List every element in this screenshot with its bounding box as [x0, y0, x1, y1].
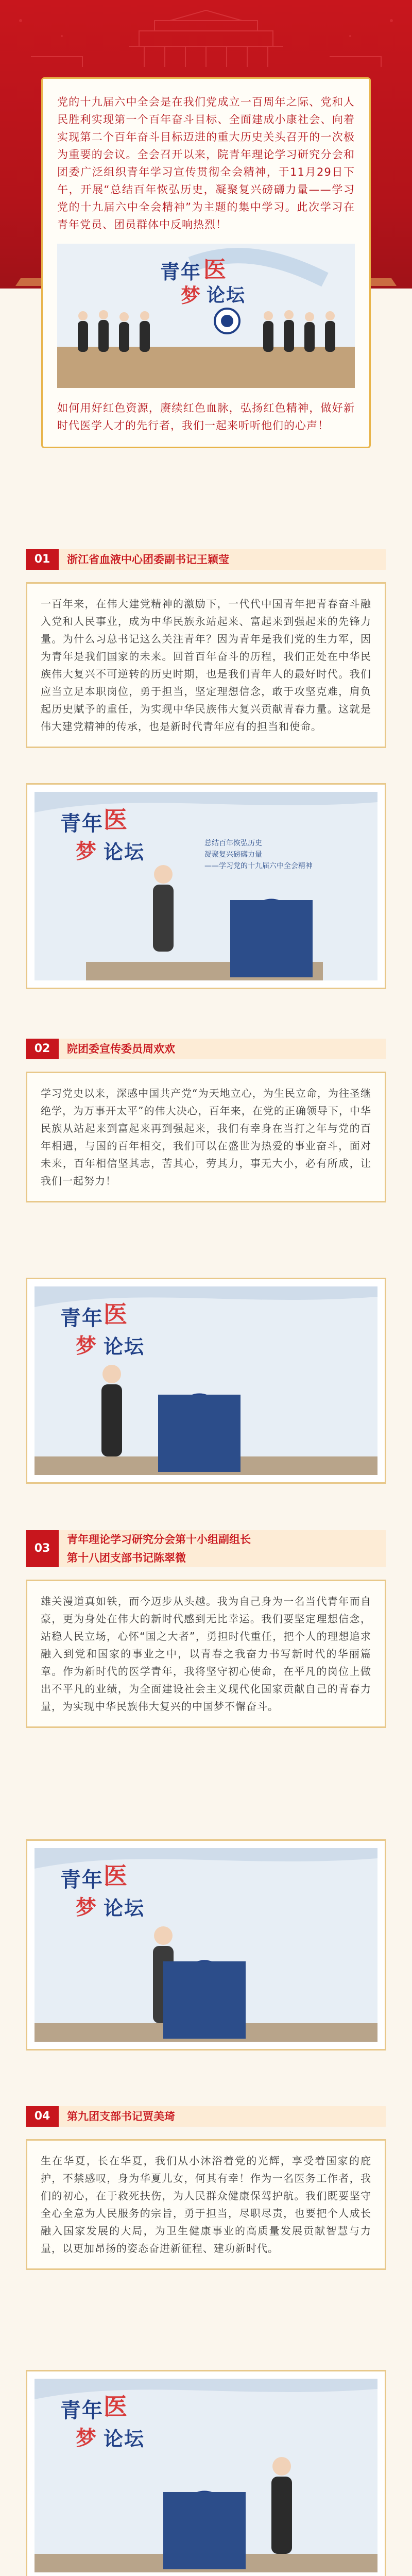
banner-title-youth: 青年 [60, 811, 104, 836]
section-speaker: 青年理论学习研究分会第十小组副组长 第十八团支部书记陈翠微 [67, 1533, 251, 1564]
section-number: 03 [26, 1530, 59, 1567]
speaker-photo [35, 2379, 377, 2572]
section-text-card [26, 1580, 386, 1728]
section-text: 雄关漫道真如铁，而今迈步从头越。我为自己身为一名当代青年而自豪，更为身处在伟大的新时代感到无比幸运。我们要坚定理想信念，站稳人民立场，心怀“国之大者”，勇担时代重任，把个人的理想追求融入到党和国家的事业之中，以青春之我奋力书写新时代的华丽篇章。作为新时代的医学青年，我将坚守初心使命，在平凡的岗位上做出不平凡的业绩，为全面建设社会主义现代化国家贡献自己的青春力量，为实现中华民族伟大复兴的中国梦不懈奋斗。 [41, 1595, 371, 1713]
banner-title-forum: 论坛 [104, 1896, 145, 1920]
section-header-04 [26, 2106, 386, 2127]
banner-subtitle: 凝聚复兴磅礴力量 [204, 851, 262, 859]
section-text: 学习党史以来，深感中国共产党“为天地立心，为生民立命，为往圣继绝学，为万事开太平”的伟大决心，百年来，在党的正确领导下，中华民族从站起来到富起来再到强起来，我们有幸身在当打之年与党的百年相遇，与国的百年相交，我们可以在盛世为热爱的事业奋斗，面对未来，百年相信坚其志，苦其心，劳其力，事无大小，必有所成，让我们一起努力！ [41, 1087, 371, 1187]
section-text-card [26, 1072, 386, 1202]
speaker-photo [35, 1848, 377, 2042]
banner-title-medical: 医 [203, 257, 227, 283]
section-text-card [26, 2139, 386, 2270]
banner-title-dream: 梦 [76, 1334, 97, 1358]
intro-card [41, 77, 371, 448]
section-speaker: 浙江省血液中心团委副书记王颖莹 [67, 553, 229, 566]
section-text-card [26, 582, 386, 748]
banner-title-youth: 青年 [60, 2398, 104, 2422]
speaker-photo-frame [26, 1278, 386, 1484]
section-header-02 [26, 1039, 386, 1059]
banner-title-forum: 论坛 [104, 1335, 145, 1358]
banner-title-medical: 医 [104, 2393, 128, 2420]
speaker-photo [35, 1286, 377, 1475]
banner-title-dream: 梦 [76, 839, 97, 863]
speaker-photo-frame [26, 783, 386, 989]
banner-title-medical: 医 [104, 1862, 128, 1890]
banner-title-dream: 梦 [181, 284, 202, 307]
forum-group-photo [57, 244, 355, 388]
banner-subtitle: 总结百年恢弘历史 [204, 839, 262, 848]
section-speaker: 院团委宣传委员周欢欢 [67, 1043, 175, 1055]
speaker-photo [35, 792, 377, 980]
banner-title-dream: 梦 [76, 1895, 97, 1920]
banner-title-youth: 青年 [60, 1868, 104, 1892]
banner-title-medical: 医 [104, 1300, 128, 1328]
section-number: 04 [26, 2106, 59, 2127]
intro-closing: 如何用好红色资源，赓续红色血脉，弘扬红色精神，做好新时代医学人才的先行者，我们一起来听听他们的心声！ [57, 402, 355, 432]
section-header-01 [26, 549, 386, 570]
section-text: 一百年来，在伟大建党精神的激励下，一代代中国青年把青春奋斗融入党和人民事业，成为中华民族永站起来、富起来到强起来的先锋力量。为什么习总书记这么关注青年？因为青年是我们党的生力军，因为青年是我们国家的未来。回首百年奋斗的历程，我们正处在中华民族伟大复兴不可逆转的历史时期，也是我们青年人的最好时代。我们应当立足本职岗位，勇于担当，坚定理想信念，敢于攻坚克难，肩负起历史赋予的重任，为实现中华民族伟大复兴贡献青春力量。这就是伟大建党精神的传承，也是新时代青年应有的担当和使命。 [41, 598, 371, 733]
banner-title-youth: 青年 [60, 1306, 104, 1330]
section-text: 生在华夏，长在华夏，我们从小沐浴着党的光辉，享受着国家的庇护，不禁感叹，身为华夏儿女，何其有幸！作为一名医务工作者，我们的初心，在于救死扶伤，为人民群众健康保驾护航。我们既要坚守全心全意为人民服务的宗旨，勇于担当，尽职尽责，也要把个人成长融入国家发展的大局，为卫生健康事业的高质量发展贡献智慧与力量，以更加昂扬的姿态奋进新征程、建功新时代。 [41, 2155, 371, 2255]
section-speaker: 第九团支部书记贾美琦 [67, 2110, 175, 2123]
banner-title-youth: 青年 [160, 260, 202, 283]
banner-title-forum: 论坛 [207, 284, 246, 306]
banner-title-forum: 论坛 [104, 2427, 145, 2450]
speaker-photo-frame [26, 1839, 386, 2050]
banner-title-medical: 医 [104, 806, 128, 834]
banner-title-dream: 梦 [76, 2426, 97, 2450]
intro-paragraph: 党的十九届六中全会是在我们党成立一百周年之际、党和人民胜利实现第一个百年奋斗目标、全面建成小康社会、向着实现第二个百年奋斗目标迈进的重大历史关头召开的一次极为重要的会议。全会召开以来，院青年理论学习研究分会和团委广泛组织青年学习宣传贯彻全会精神，于11月29日下午，开展“总结百年恢弘历史，凝聚复兴磅礴力量——学习党的十九届六中全会精神”为主题的集中学习。此次学习在青年党员、团员群体中反响热烈！ [57, 96, 355, 231]
section-number: 02 [26, 1039, 59, 1059]
banner-subtitle: ——学习党的十九届六中全会精神 [204, 862, 313, 870]
banner-title-forum: 论坛 [104, 840, 145, 863]
section-header-03 [26, 1530, 386, 1567]
section-number: 01 [26, 549, 59, 570]
speaker-photo-frame [26, 2370, 386, 2576]
